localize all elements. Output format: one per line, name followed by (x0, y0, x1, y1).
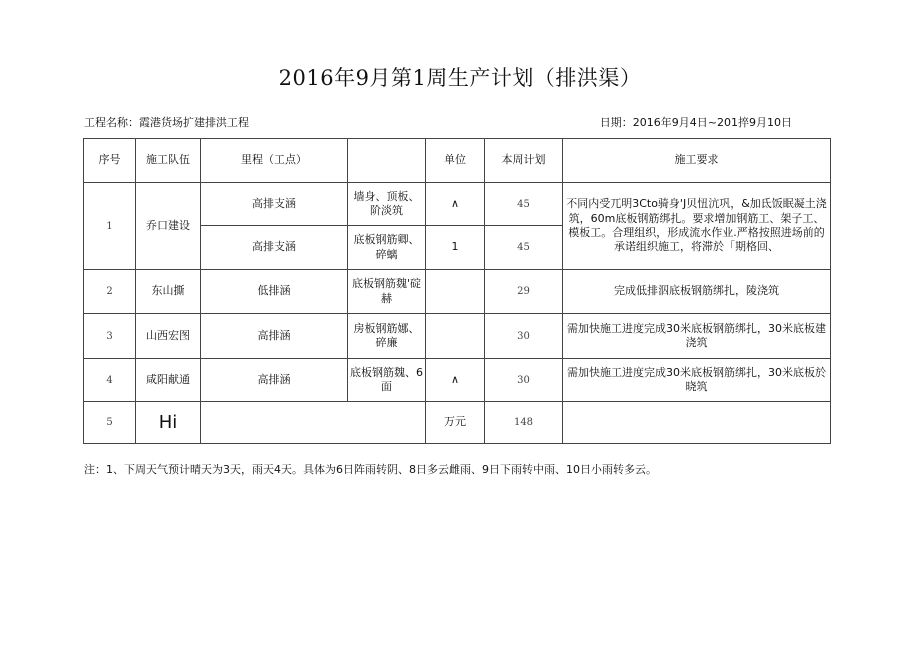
row-mileage: 高排支涵 (201, 183, 348, 226)
header-requirements: 施工要求 (563, 139, 831, 183)
table-row-total (84, 402, 831, 444)
row-team: 东山撕 (136, 270, 201, 314)
header-unit: 单位 (426, 139, 485, 183)
production-plan-table (83, 138, 831, 444)
row-work: 底板钢筋卿、碎螭 (348, 226, 426, 270)
row-team: 乔口建设 (136, 183, 201, 270)
row-unit: ∧ (426, 183, 485, 226)
row-index: 4 (84, 359, 136, 402)
row-mileage: 高排涵 (201, 314, 348, 359)
page-title: 2016年9月第1周生产计划（排洪渠） (278, 66, 642, 90)
row-work: 底板钢筋魏'碇赫 (348, 270, 426, 314)
row-unit (426, 270, 485, 314)
row-plan: 45 (485, 226, 563, 270)
table-row (84, 359, 831, 402)
row-mileage (201, 402, 426, 444)
header-team: 施工队伍 (136, 139, 201, 183)
row-plan: 45 (485, 183, 563, 226)
row-index: 3 (84, 314, 136, 359)
table-row (84, 183, 831, 226)
weather-note: 注：1、下周天气预计晴天为3天，雨天4天。具体为6日阵雨转阴、8日多云雌雨、9日下雨转中雨、10日小雨转多云。 (84, 463, 657, 476)
row-plan: 29 (485, 270, 563, 314)
row-requirement (563, 402, 831, 444)
header-weekly-plan: 本周计划 (485, 139, 563, 183)
row-requirement: 完成低排泅底板钢筋绑扎，陵浇筑 (563, 270, 831, 314)
header-extra (348, 139, 426, 183)
table-header-row (84, 139, 831, 183)
row-unit (426, 314, 485, 359)
table-row (84, 270, 831, 314)
row-team: Hi (136, 402, 201, 444)
header-mileage: 里程（工点） (201, 139, 348, 183)
row-unit: 1 (426, 226, 485, 270)
date-range: 日期：2016年9月4日~201捽9月10日 (599, 116, 792, 129)
row-plan: 30 (485, 359, 563, 402)
header-index: 序号 (84, 139, 136, 183)
row-requirement: 不同内受兀明3Cto骑身'J贝忸沆巩，&加氐饭眠凝土浇筑，60m底板钢筋绑扎。要求增加钢筋工、架子工、模板工。合理组织，形成流水作业.严格按照进场前的承诺组织施工，将滞於「期格回、 (563, 183, 831, 270)
row-team: 咸阳献通 (136, 359, 201, 402)
row-mileage: 高排涵 (201, 359, 348, 402)
row-mileage: 低排涵 (201, 270, 348, 314)
row-unit: ∧ (426, 359, 485, 402)
row-plan: 148 (485, 402, 563, 444)
row-work: 底板钢筋魏、6面 (348, 359, 426, 402)
row-team: 山西宏图 (136, 314, 201, 359)
row-index: 2 (84, 270, 136, 314)
row-requirement: 需加快施工进度完成30米底板钢筋绑扎，30米底板於晓筑 (563, 359, 831, 402)
row-unit: 万元 (426, 402, 485, 444)
row-requirement: 需加快施工进度完成30米底板钢筋绑扎，30米底板建浇筑 (563, 314, 831, 359)
row-work: 房板钢筋娜、碎廉 (348, 314, 426, 359)
row-work: 墙身、顶板、阶淡筑 (348, 183, 426, 226)
row-index: 1 (84, 183, 136, 270)
project-name: 工程名称：霞港货场扩建排洪工程 (84, 116, 249, 129)
row-plan: 30 (485, 314, 563, 359)
row-index: 5 (84, 402, 136, 444)
row-mileage: 高排支涵 (201, 226, 348, 270)
table-row (84, 314, 831, 359)
